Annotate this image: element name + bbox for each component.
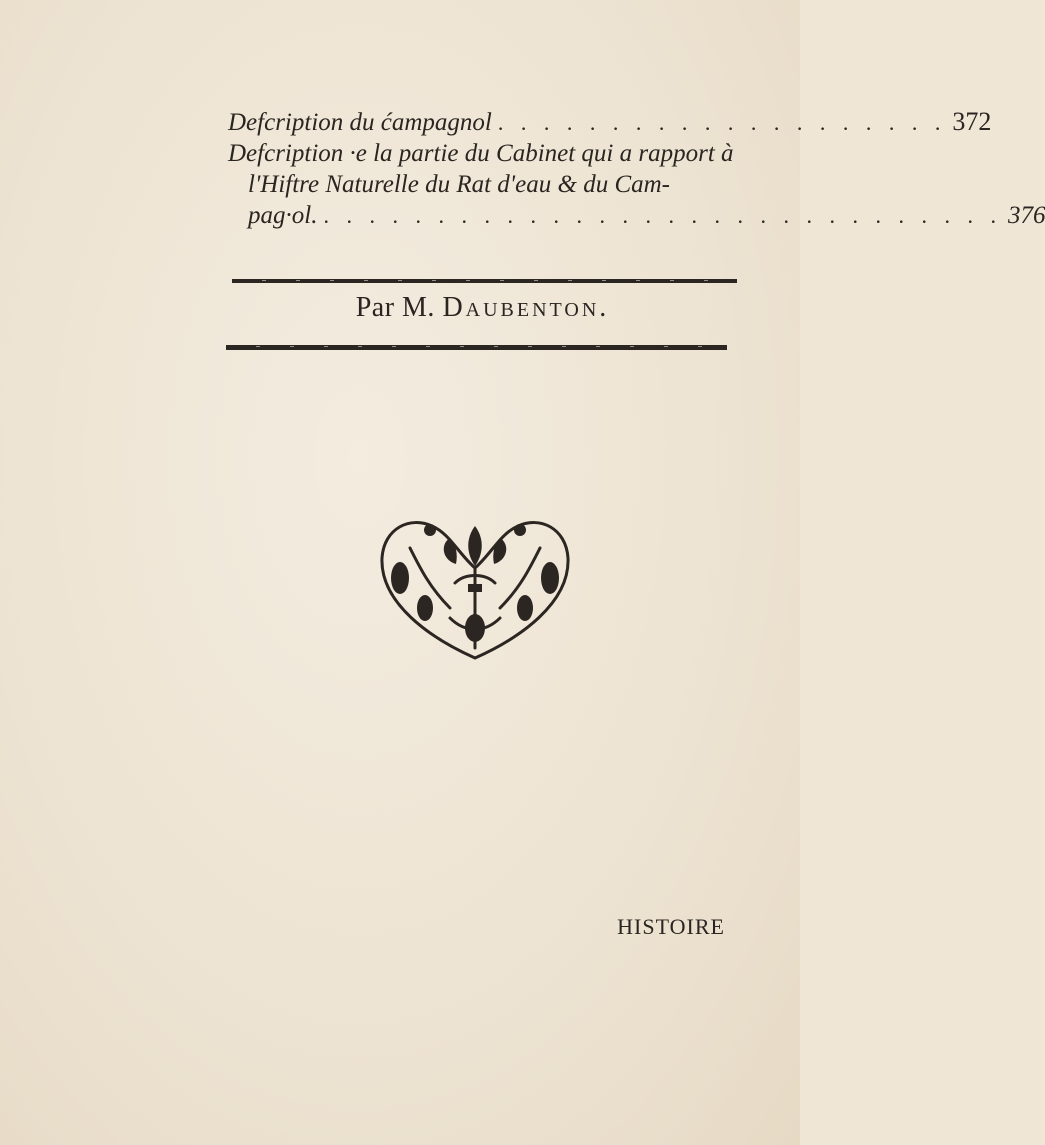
toc-entry-line — [228, 200, 1045, 231]
leader-dots: . . . . . . . . . . . . . . . . . . . . — [497, 110, 947, 135]
table-of-contents — [228, 106, 1045, 231]
toc-entry-label: Defcription du ćampagnol — [228, 109, 492, 136]
top-rule — [232, 279, 737, 283]
toc-entry — [228, 106, 992, 138]
author-line — [228, 292, 737, 324]
toc-page-number: 376 — [1007, 202, 1045, 229]
toc-entry — [228, 138, 1045, 231]
fleuron-ornament-icon — [370, 508, 580, 668]
bottom-rule — [226, 345, 727, 350]
author-prefix: Par M. — [355, 292, 435, 323]
toc-page-number: 372 — [952, 107, 992, 136]
author-name: Daubenton. — [442, 292, 610, 323]
toc-entry-line: l'Hiftre Naturelle du Rat d'eau & du Cam- — [248, 171, 670, 198]
toc-entry-line: Defcription ·e la partie du Cabinet qui a rapport à — [228, 140, 734, 167]
toc-entry-label: pag·ol. — [248, 202, 318, 229]
leader-dots: . . . . . . . . . . . . . . . . . . . . . . . . . . . . . . — [323, 203, 1002, 228]
catchword: HISTOIRE — [617, 914, 725, 939]
